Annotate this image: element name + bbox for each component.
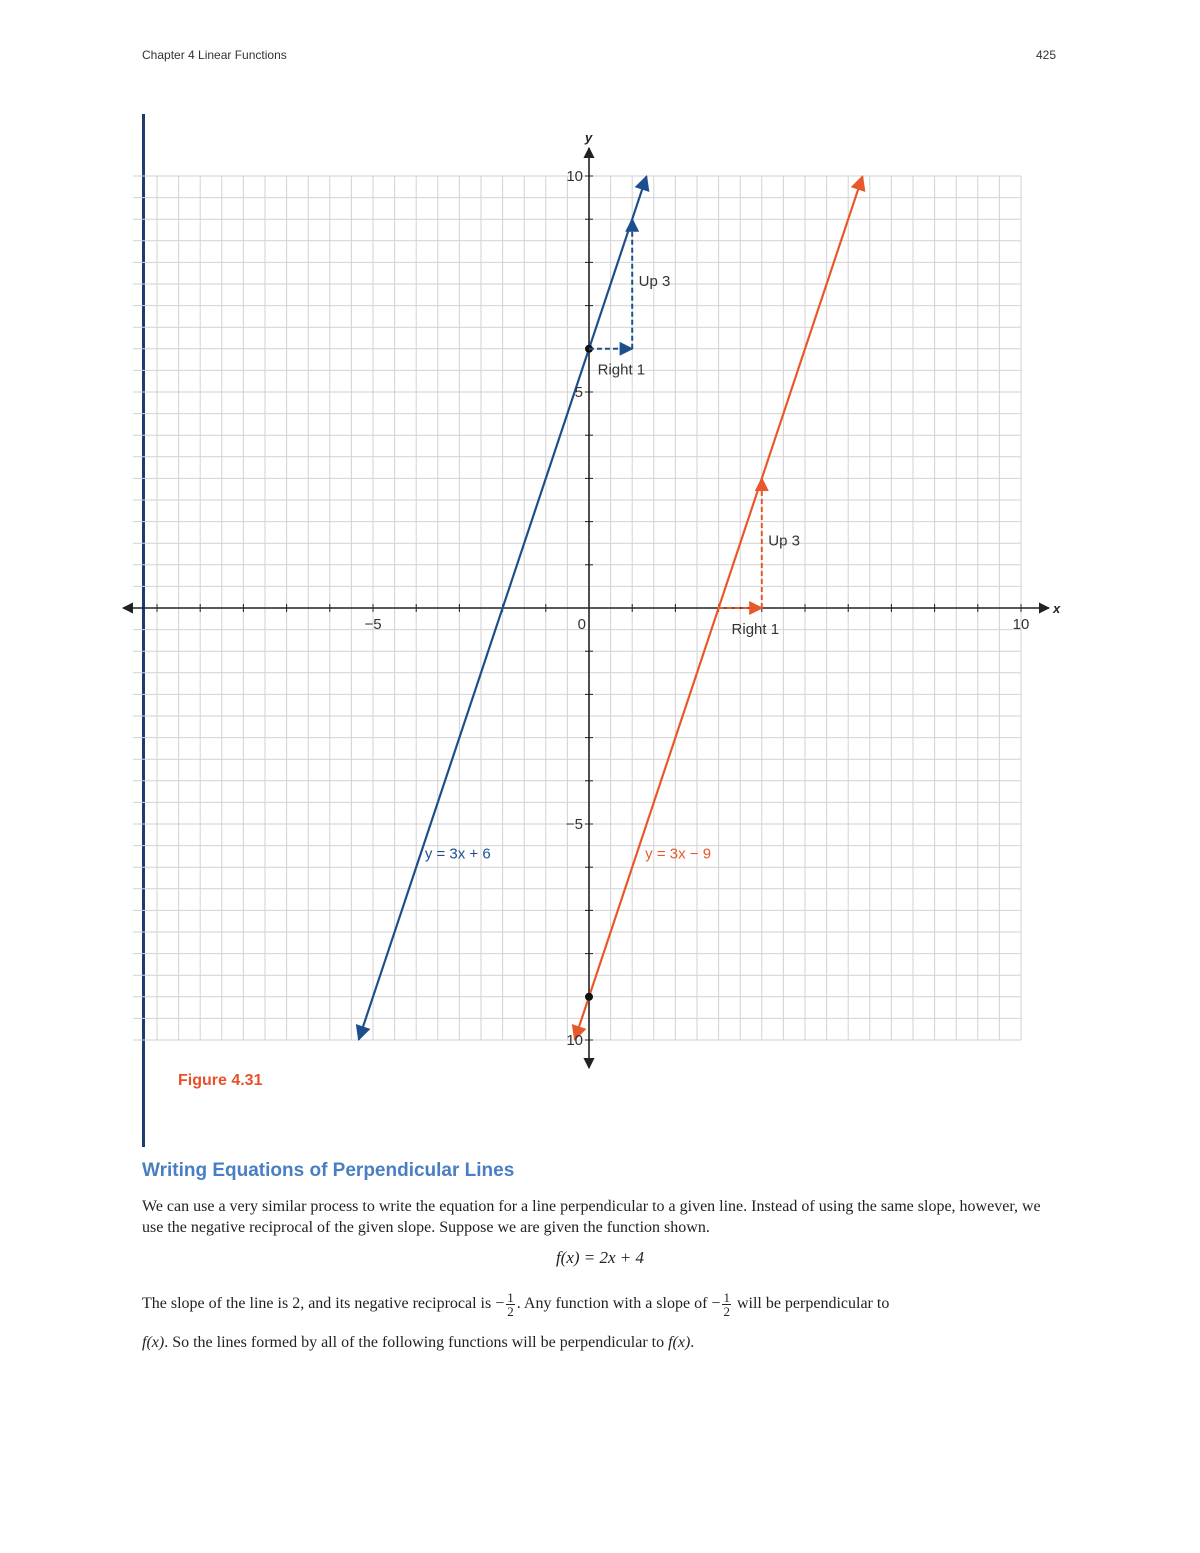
minus-sign-1: − [495,1295,505,1313]
paragraph-intro: We can use a very similar process to write the equation for a line perpendicular to a given line. Instead of using the same slope, however, we use the negative reciprocal of the given slope. Suppose we are given the function shown. [142,1198,1041,1236]
annotation-label-2: Up 3 [638,273,671,291]
annotation-label-1: Right 1 [597,361,646,379]
fx-inline-2: f(x) [668,1334,691,1351]
figure-caption: Figure 4.31 [178,1072,263,1089]
section-title: Writing Equations of Perpendicular Lines [142,1160,515,1181]
fraction-one-half-1 [506,1291,515,1318]
series-label-2: y = 3x − 9 [645,845,712,863]
paragraph-slope [142,1291,1060,1318]
fraction-one-half-2 [722,1291,731,1318]
slope-text-a: The slope of the line is 2, and its negative reciprocal is [142,1295,492,1313]
fraction-numerator: 1 [507,1290,514,1305]
series-label-1: y = 3x + 6 [424,845,491,863]
fraction-denominator: 2 [723,1304,730,1319]
paragraph-conclusion [142,1332,1060,1353]
y-tick-label: −5 [565,816,583,833]
y-tick-label: 10 [566,168,583,185]
fraction-denominator: 2 [507,1304,514,1319]
annotation-label-3: Right 1 [731,620,780,638]
y-tick-label: 10 [566,1032,583,1049]
minus-sign-2: − [711,1295,721,1313]
running-header-chapter: Chapter 4 Linear Functions [142,48,287,62]
fx-inline-1: f(x) [142,1334,165,1351]
x-axis-label: x [1053,601,1061,616]
page-number: 425 [1036,48,1057,62]
intercept-point-2 [585,993,593,1001]
fraction-numerator: 1 [723,1290,730,1305]
y-axis-label: y [585,130,593,145]
x-tick-label: 0 [577,616,586,633]
conclusion-text: . So the lines formed by all of the following functions will be perpendicular to [164,1334,665,1351]
slope-text-b: . Any function with a slope of [516,1295,708,1313]
annotation-label-4: Up 3 [768,532,800,550]
equation-fx: f(x) = 2x + 4 [555,1248,645,1267]
conclusion-end: . [690,1334,695,1351]
slope-text-c: will be perpendicular to [736,1295,890,1313]
x-tick-label: 10 [1012,616,1030,633]
x-tick-label: −5 [364,616,382,633]
y-tick-label: 5 [574,384,583,401]
